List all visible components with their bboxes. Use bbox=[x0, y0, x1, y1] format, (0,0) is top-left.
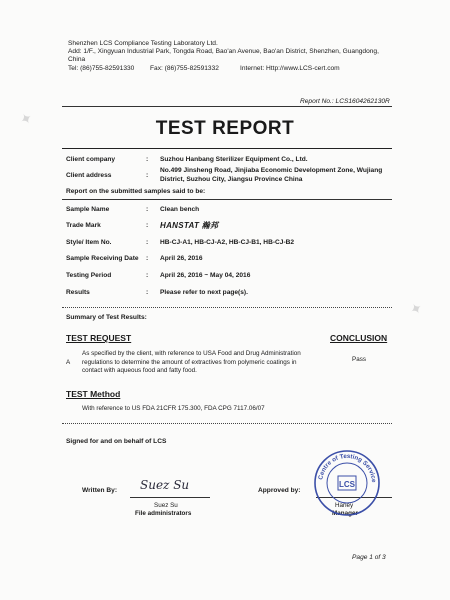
client-address-line2: District, Suzhou City, Jiangsu Province China bbox=[160, 176, 303, 183]
written-by-signature: Suez Su bbox=[140, 478, 190, 492]
results-label: Results bbox=[66, 289, 90, 296]
report-on-samples: Report on the submitted samples said to be: bbox=[66, 188, 206, 195]
trade-mark-logo: HANSTAT 瀚邦 bbox=[160, 221, 219, 230]
test-request-line3: contact with aqueous food and fatty food. bbox=[82, 367, 197, 374]
lab-fax: Fax: (86)755-82591332 bbox=[150, 65, 219, 72]
style-item-value: HB-CJ-A1, HB-CJ-A2, HB-CJ-B1, HB-CJ-B2 bbox=[160, 239, 295, 246]
svg-text:Centre of Testing Service: Centre of Testing Service bbox=[317, 452, 378, 483]
testing-period-value: April 26, 2016 ~ May 04, 2016 bbox=[160, 272, 251, 279]
written-by-label: Written By: bbox=[82, 487, 118, 494]
colon: : bbox=[146, 222, 149, 229]
sample-name-label: Sample Name bbox=[66, 206, 110, 213]
test-request-line2: regulations to determine the amount of extractives from polymeric coatings in bbox=[82, 359, 297, 366]
receiving-date-value: April 26, 2016 bbox=[160, 255, 203, 262]
client-address-line1: No.499 Jinsheng Road, Jinjiaba Economic Development Zone, Wujiang bbox=[160, 167, 383, 174]
colon: : bbox=[146, 156, 149, 163]
approved-by-name: Harley bbox=[335, 502, 354, 509]
colon: : bbox=[146, 172, 149, 179]
client-company-value: Suzhou Hanbang Sterilizer Equipment Co., Ltd. bbox=[160, 156, 308, 163]
testing-period-label: Testing Period bbox=[66, 272, 112, 279]
test-request-marker: A bbox=[66, 359, 71, 366]
colon: : bbox=[146, 289, 149, 296]
divider bbox=[62, 148, 392, 149]
signed-for: Signed for and on behalf of LCS bbox=[66, 438, 167, 445]
lab-address-line2: China bbox=[68, 56, 86, 63]
colon: : bbox=[146, 255, 149, 262]
report-number: Report No.: LCS1604262130R bbox=[300, 98, 390, 105]
watermark: ✦ bbox=[406, 298, 427, 320]
colon: : bbox=[146, 239, 149, 246]
test-request-heading: TEST REQUEST bbox=[66, 333, 132, 343]
lab-address-line1: Add: 1/F., Xingyuan Industrial Park, Tongda Road, Bao'an Avenue, Bao'an District, Shenzhen, Guangdong, bbox=[68, 48, 379, 55]
written-by-name: Suez Su bbox=[154, 502, 178, 509]
approved-by-role: Manager bbox=[332, 510, 358, 517]
colon: : bbox=[146, 272, 149, 279]
results-value: Please refer to next page(s). bbox=[160, 289, 248, 296]
divider bbox=[62, 199, 392, 200]
client-company-label: Client company bbox=[66, 156, 116, 163]
divider bbox=[62, 106, 392, 107]
lab-name: Shenzhen LCS Compliance Testing Laboratory Ltd. bbox=[68, 40, 218, 47]
lab-tel: Tel: (86)755-82591330 bbox=[68, 65, 135, 72]
approved-by-label: Approved by: bbox=[258, 487, 301, 494]
lab-internet: Internet: Http://www.LCS-cert.com bbox=[240, 65, 340, 72]
testing-centre-stamp bbox=[312, 448, 382, 518]
page-number: Page 1 of 3 bbox=[352, 554, 386, 561]
test-request-line1: As specified by the client, with reference to USA Food and Drug Administration bbox=[82, 350, 301, 357]
conclusion-value: Pass bbox=[352, 356, 366, 363]
client-address-label: Client address bbox=[66, 172, 112, 179]
page-title: TEST REPORT bbox=[155, 118, 295, 139]
svg-text:LCS: LCS bbox=[339, 480, 355, 489]
watermark: ✦ bbox=[16, 108, 37, 130]
signature-line bbox=[130, 497, 210, 498]
sample-name-value: Clean bench bbox=[160, 206, 200, 213]
dotted-divider bbox=[62, 307, 392, 308]
conclusion-heading: CONCLUSION bbox=[330, 333, 388, 343]
trade-mark-label: Trade Mark bbox=[66, 222, 101, 229]
test-method-text: With reference to US FDA 21CFR 175.300, FDA CPG 7117.06/07 bbox=[82, 405, 265, 412]
dotted-divider bbox=[62, 423, 392, 424]
test-method-heading: TEST Method bbox=[66, 389, 121, 399]
colon: : bbox=[146, 206, 149, 213]
written-by-role: File administrators bbox=[135, 510, 192, 517]
receiving-date-label: Sample Receiving Date bbox=[66, 255, 139, 262]
summary-heading: Summary of Test Results: bbox=[66, 314, 147, 321]
style-item-label: Style/ Item No. bbox=[66, 239, 112, 246]
